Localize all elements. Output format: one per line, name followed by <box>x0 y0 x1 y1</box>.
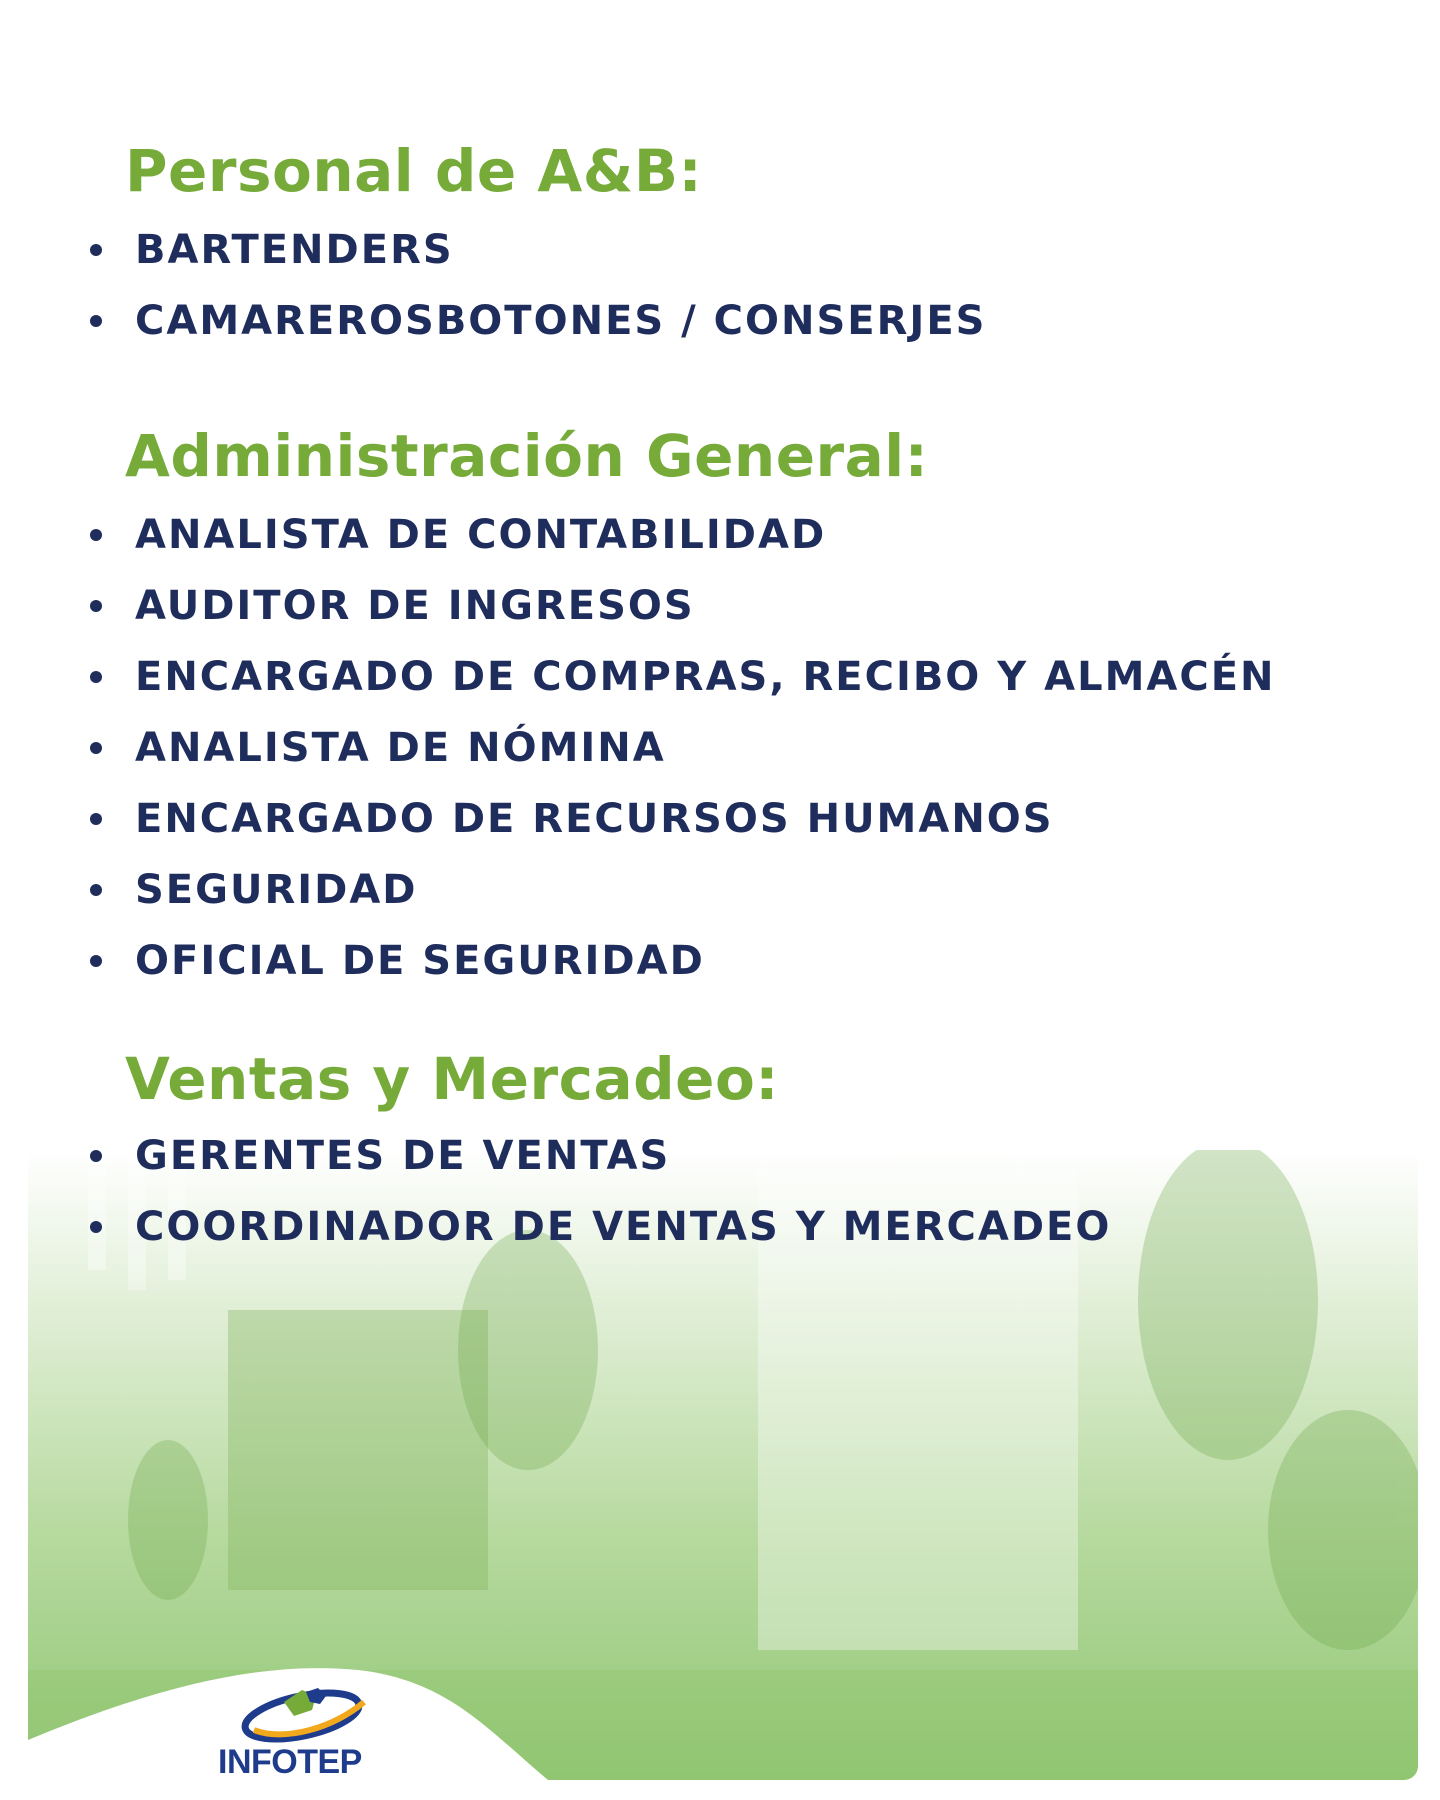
section-list-personal-ab <box>90 214 986 356</box>
list-item-text: ENCARGADO DE RECURSOS HUMANOS <box>135 795 1054 842</box>
list-item-text: OFICIAL DE SEGURIDAD <box>135 937 705 984</box>
bullet-icon <box>90 529 102 541</box>
bullet-icon <box>90 884 102 896</box>
list-item-text: BARTENDERS <box>135 226 454 273</box>
bullet-icon <box>90 244 102 256</box>
section-title-personal-ab: Personal de A&B: <box>125 137 703 205</box>
list-item-text: ANALISTA DE CONTABILIDAD <box>135 511 827 558</box>
section-title-ventas: Ventas y Mercadeo: <box>125 1045 779 1113</box>
section-title-administracion: Administración General: <box>125 422 929 490</box>
list-item <box>90 854 1276 925</box>
list-item <box>90 285 986 356</box>
list-item <box>90 1191 1111 1262</box>
list-item-text: ENCARGADO DE COMPRAS, RECIBO Y ALMACÉN <box>135 653 1276 700</box>
list-item <box>90 214 986 285</box>
list-item <box>90 1120 1111 1191</box>
list-item-text: SEGURIDAD <box>135 866 418 913</box>
bullet-icon <box>90 671 102 683</box>
section-list-ventas <box>90 1120 1111 1262</box>
bullet-icon <box>90 600 102 612</box>
bullet-icon <box>90 315 102 327</box>
list-item <box>90 499 1276 570</box>
infotep-logo-text: INFOTEP <box>218 1743 362 1781</box>
list-item-text: AUDITOR DE INGRESOS <box>135 582 695 629</box>
bullet-icon <box>90 742 102 754</box>
bullet-icon <box>90 813 102 825</box>
bullet-icon <box>90 955 102 967</box>
list-item <box>90 641 1276 712</box>
list-item-text: CAMAREROSBOTONES / CONSERJES <box>135 297 987 344</box>
section-list-administracion <box>90 499 1276 996</box>
list-item-text: ANALISTA DE NÓMINA <box>135 724 666 771</box>
list-item-text: COORDINADOR DE VENTAS Y MERCADEO <box>135 1203 1112 1250</box>
list-item <box>90 570 1276 641</box>
bullet-icon <box>90 1150 102 1162</box>
bullet-icon <box>90 1221 102 1233</box>
list-item <box>90 783 1276 854</box>
list-item <box>90 925 1276 996</box>
list-item-text: GERENTES DE VENTAS <box>135 1132 671 1179</box>
list-item <box>90 712 1276 783</box>
